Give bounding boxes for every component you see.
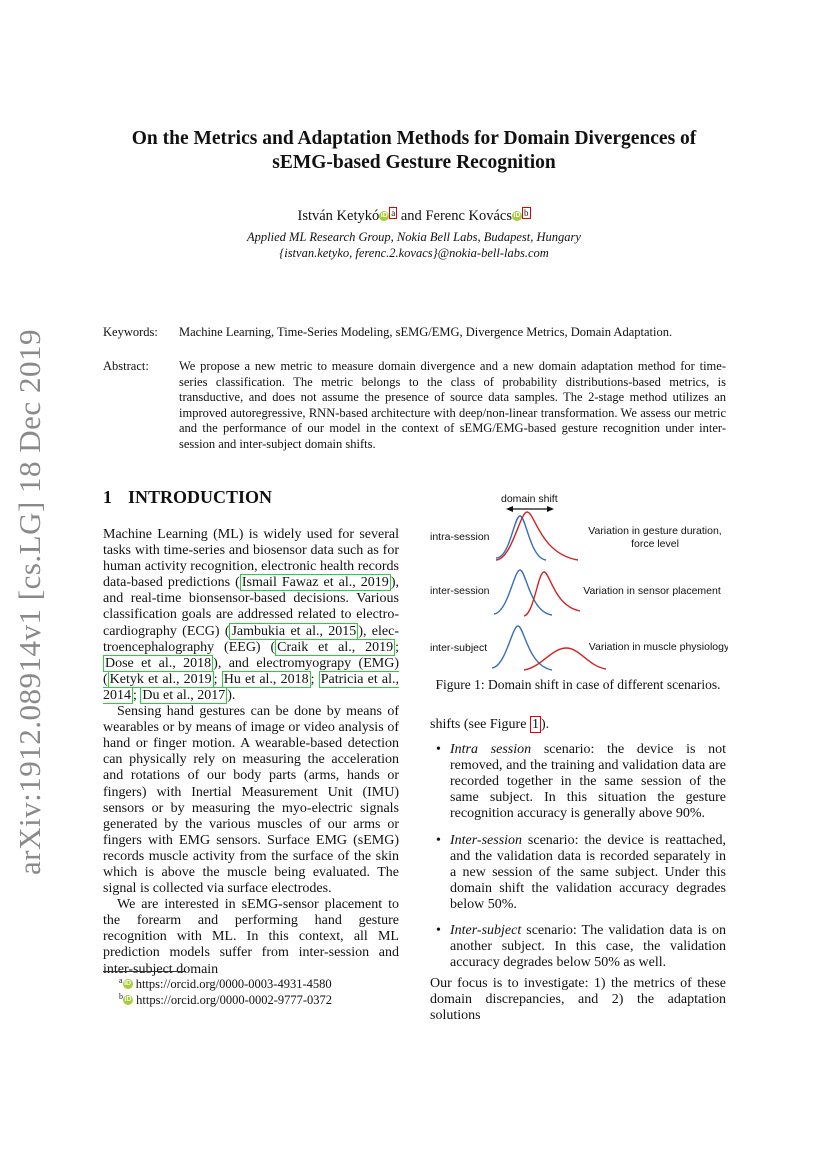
citation-link[interactable]: Ketyk et al., 2019 — [109, 671, 212, 687]
curve-inter-session-blue — [494, 570, 552, 615]
footnote-rule — [103, 971, 186, 972]
domain-shift-label: domain shift — [501, 493, 558, 505]
footnote-a — [119, 976, 332, 992]
row-note-inter-subject: Variation in muscle physiology — [588, 641, 728, 653]
citation-link[interactable]: Ismail Fawaz et al., 2019 — [241, 575, 389, 591]
curve-inter-subject-blue — [492, 626, 552, 670]
curve-inter-session-red — [524, 572, 580, 616]
scenario-text: scenario: the device is reattached, and the validation data is recorded separately in a new session of the same subject. Under this domain shift the validation accuracy degrades below 50%. — [450, 832, 726, 912]
text-run: Machine Learning (ML) is widely used for several tasks with time-series and biosensor data such as for human activity recognition, electronic health records data-based predictions ( — [103, 527, 399, 591]
affiliation — [80, 229, 748, 261]
footnote-mark: b — [119, 992, 123, 1001]
list-item — [430, 742, 726, 822]
list-item — [430, 923, 726, 971]
email-line: {istvan.ketyko, ferenc.2.kovacs}@nokia-bell-labs.com — [279, 246, 549, 260]
intro-paragraph-1 — [103, 527, 399, 704]
scenario-term: Inter-session — [450, 832, 523, 848]
orcid-url[interactable]: https://orcid.org/0000-0003-4931-4580 — [135, 977, 332, 992]
section-title: INTRODUCTION — [128, 487, 273, 507]
text-run: ), elec-troencephalography (EEG) ( — [103, 623, 399, 655]
author-list — [80, 207, 748, 225]
scenario-text: scenario: The validation data is on another subject. In this case, the validation accuracy degrades below 50% as well. — [450, 923, 726, 971]
scenario-list — [430, 742, 726, 971]
text-run: ). — [540, 717, 550, 732]
citation-link[interactable]: Du et al., 2017 — [142, 687, 226, 703]
row-note-intra-session-2: force level — [631, 538, 679, 550]
domain-shift-diagram — [428, 490, 728, 680]
text-run: ; — [213, 671, 222, 687]
citation-link[interactable]: Jambukia et al., 2015 — [231, 623, 357, 639]
orcid-icon[interactable]: iD — [513, 212, 521, 219]
text-run: ), and real-time bionsensor-based decisions. Various classification goals are addressed related to electro-cardiography (ECG) ( — [103, 575, 399, 639]
footnote-ref-b[interactable]: b — [524, 208, 529, 218]
footnote-mark: a — [119, 976, 123, 985]
text-run: ), and electromyograpy (EMG) ( — [103, 655, 399, 687]
author-connector: and — [397, 208, 426, 224]
orcid-icon: iD — [124, 980, 132, 988]
right-column — [430, 717, 726, 981]
right-closing: Our focus is to investigate: 1) the metrics of these domain discrepancies, and 2) the adaptation solutions — [430, 976, 726, 1024]
author-2: Ferenc Kovács — [425, 208, 512, 224]
curve-intra-blue — [496, 516, 546, 560]
arxiv-stamp-text: arXiv:1912.08914v1 [cs.LG] 18 Dec 2019 — [12, 329, 47, 875]
list-item — [430, 833, 726, 913]
arxiv-stamp — [10, 329, 50, 875]
text-run: ; — [133, 687, 141, 703]
scenario-term: Intra session — [450, 742, 532, 758]
citation-link[interactable]: Craik et al., 2019 — [277, 639, 394, 655]
intro-paragraph-3: We are interested in sEMG-sensor placement to the forearm and performing hand gesture recognition with ML. In this context, all ML prediction models suffer from inter-session and inter-subject domain — [103, 897, 399, 977]
paper-title — [80, 127, 748, 175]
left-column — [103, 527, 399, 978]
footnote-ref-a[interactable]: a — [391, 208, 396, 218]
text-run: ; — [310, 671, 319, 687]
arrow-head-left — [506, 506, 513, 512]
arrow-head-right — [547, 506, 554, 512]
section-heading — [103, 487, 272, 508]
author-1: István Ketykó — [297, 208, 380, 224]
citation-link[interactable]: Dose et al., 2018 — [105, 655, 212, 671]
citation-link[interactable]: Patricia et al., 2014 — [103, 671, 400, 703]
citation-link[interactable]: Hu et al., 2018 — [223, 671, 309, 687]
title-line-1: On the Metrics and Adaptation Methods for Domain Divergences of — [131, 128, 697, 149]
text-run: shifts (see Figure — [430, 717, 530, 732]
affiliation-line: Applied ML Research Group, Nokia Bell Labs, Budapest, Hungary — [247, 230, 581, 244]
intro-paragraph-2: Sensing hand gestures can be done by means of wearables or by means of image or video analysis of hand or finger motion. A wearable-based detection can physically rely on measuring the acceleration and rotations of our body parts (arms, hands or fingers) with Inertial Measurement Unit (IMU) sensors or by measuring the myo-electric signals generated by the various muscles of our arms or fingers with EMG sensors. Surface EMG (sEMG) records muscle activity from the surface of the skin which is above the muscle being evaluated. The signal is collected via surface electrodes. — [103, 704, 399, 897]
figure-caption: Figure 1: Domain shift in case of different scenarios. — [435, 677, 721, 692]
abstract-label: Abstract: — [103, 359, 149, 373]
section-number: 1 — [103, 487, 112, 507]
text-run: ). — [227, 687, 236, 703]
right-lead — [430, 717, 726, 733]
keywords-text: Machine Learning, Time-Series Modeling, sEMG/EMG, Divergence Metrics, Domain Adaptation. — [179, 325, 673, 339]
orcid-icon: iD — [124, 996, 132, 1004]
row-label-inter-session: inter-session — [430, 585, 490, 597]
text-run: ; — [395, 639, 400, 655]
figure-1 — [428, 490, 728, 680]
row-label-inter-subject: inter-subject — [430, 642, 488, 654]
keywords-label: Keywords: — [103, 325, 158, 339]
scenario-text: scenario: the device is not removed, and the training and validation data are recorded together in the same session of the same subject. In this situation the gesture recognition accuracy is generally above 90%. — [450, 742, 726, 822]
scenario-term: Inter-subject — [450, 923, 522, 939]
row-label-intra-session: intra-session — [430, 531, 490, 543]
figure-ref-link[interactable]: 1 — [531, 717, 539, 732]
footnote-b — [119, 992, 332, 1008]
abstract-text: We propose a new metric to measure domain divergence and a new domain adaptation method for time-series classification. The metric belongs to the class of probability distributions-based metrics, is transductive, and does not assume the presence of source data samples. The 2-stage method utilizes an improved autoregressive, RNN-based architecture with deep/non-linear transformation. We assess our metric and the performance of our model in the context of sEMG/EMG-based gesture recognition under inter-session and inter-subject domain shifts. — [179, 359, 726, 451]
orcid-url[interactable]: https://orcid.org/0000-0002-9777-0372 — [136, 993, 333, 1008]
title-line-2: sEMG-based Gesture Recognition — [272, 152, 556, 173]
row-note-inter-session: Variation in sensor placement — [583, 585, 721, 597]
orcid-icon[interactable]: iD — [380, 212, 388, 219]
row-note-intra-session: Variation in gesture duration, — [588, 525, 722, 537]
